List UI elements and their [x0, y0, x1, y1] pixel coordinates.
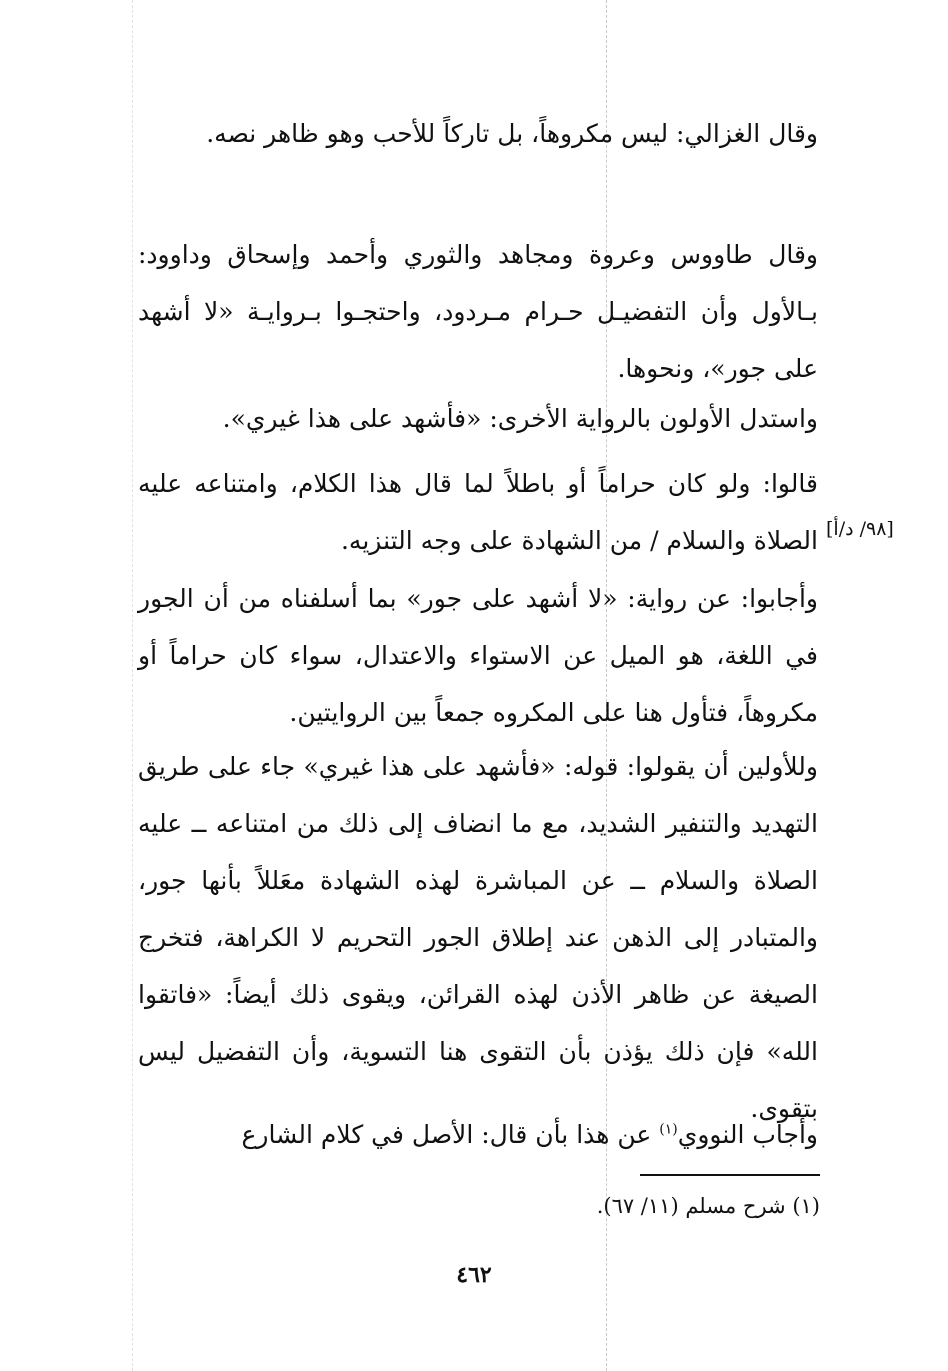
- paragraph: وقال طاووس وعروة ومجاهد والثوري وأحمد وإسحاق وداوود: بـالأول وأن التفضيـل حـرام مـردود، واحتجـوا بـروايـة «لا أشهد على جور»، ونحوها.: [138, 240, 818, 383]
- footnote-separator: [640, 1174, 820, 1176]
- last-paragraph-rest: عن هذا بأن قال: الأصل في كلام الشارع: [241, 1120, 660, 1149]
- page-fold-line: [132, 0, 133, 1371]
- last-paragraph: [138, 1106, 818, 1163]
- page-number: ٤٦٢: [456, 1262, 492, 1288]
- paragraph: وللأولين أن يقولوا: قوله: «فأشهد على هذا غيري» جاء على طريق التهديد والتنفير الشديد، مع ما انضاف إلى ذلك من امتناعه ــ عليه الصلاة والسلام ــ عن المباشرة لهذه الشهادة معَللاً بأنها جور، والمتبادر إلى الذهن عند إطلاق الجور التحريم لا الكراهة، فتخرج الصيغة عن ظاهر الأذن لهذه القرائن، ويقوى ذلك أيضاً: «فاتقوا الله» فإن ذلك يؤذن بأن التقوى هنا التسوية، وأن التفضيل ليس بتقوى.: [138, 752, 818, 1123]
- footnote-marker: (١): [659, 1121, 678, 1138]
- margin-manuscript-reference: [٩٨/ د/أ]: [826, 518, 894, 540]
- paragraph: قالوا: ولو كان حراماً أو باطلاً لما قال هذا الكلام، وامتناعه عليه الصلاة والسلام / من الشهادة على وجه التنزيه.: [138, 469, 818, 555]
- paragraph: واستدل الأولون بالرواية الأخرى: «فأشهد على هذا غيري».: [222, 404, 818, 433]
- paragraph: وقال الغزالي: ليس مكروهاً، بل تاركاً للأحب وهو ظاهر نصه.: [206, 119, 818, 148]
- paragraph: وأجابوا: عن رواية: «لا أشهد على جور» بما أسلفناه من أن الجور في اللغة، هو الميل عن الاستواء والاعتدال، سواء كان حراماً أو مكروهاً، فتأول هنا على المكروه جمعاً بين الروايتين.: [138, 584, 818, 727]
- footnote: (١) شرح مسلم (١١/ ٦٧).: [596, 1194, 820, 1218]
- last-paragraph-start: وأجاب النووي: [677, 1120, 818, 1149]
